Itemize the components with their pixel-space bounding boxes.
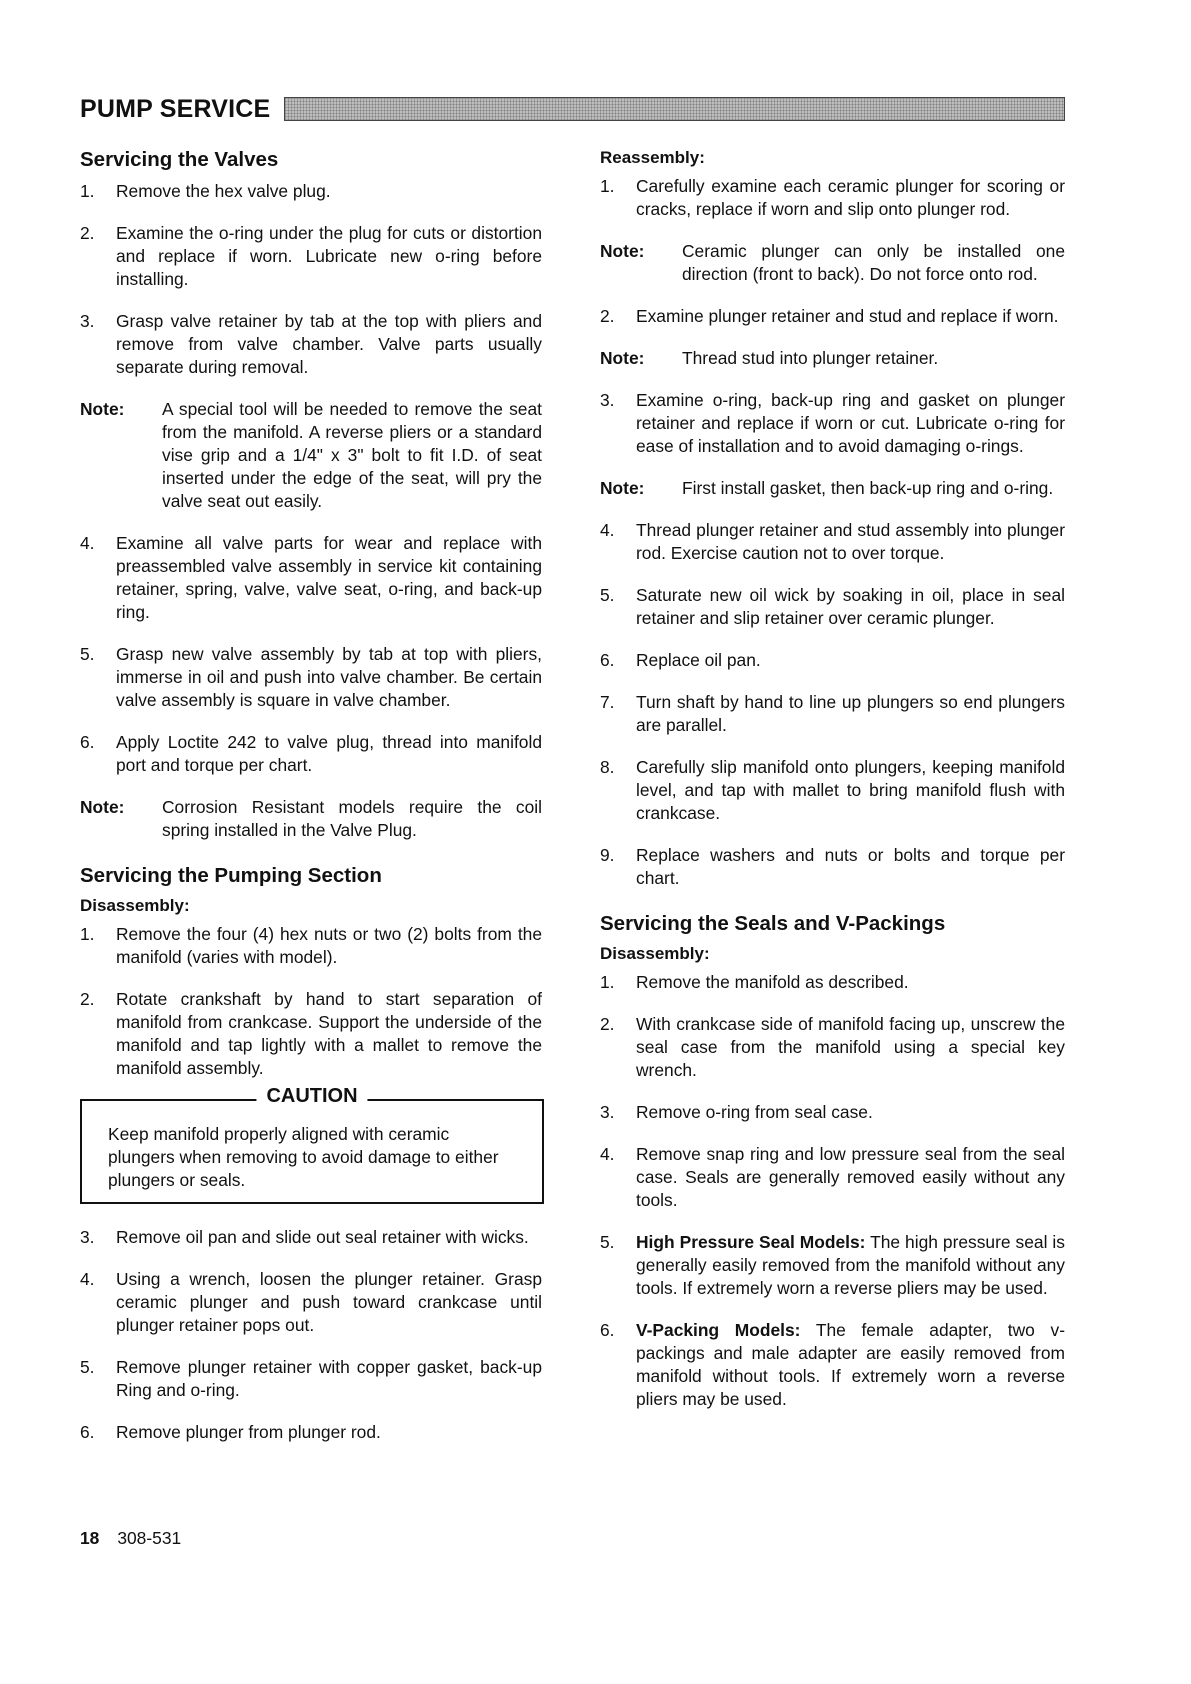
list-item: 4. Examine all valve parts for wear and replace with preassembled valve assembly in service kit containing retainer, spring, valve, valve seat, o-ring, and back-up ring. xyxy=(80,533,542,622)
list-item: 4. Using a wrench, loosen the plunger retainer. Grasp ceramic plunger and push toward crankcase until plunger retainer pops out. xyxy=(80,1269,542,1335)
page-number: 18 xyxy=(80,1528,100,1548)
list-item: 4. Remove snap ring and low pressure seal from the seal case. Seals are generally removed easily without any tools. xyxy=(600,1144,1065,1210)
list-item: 6. Apply Loctite 242 to valve plug, thread into manifold port and torque per chart. xyxy=(80,732,542,775)
list-item: 1. Remove the manifold as described. xyxy=(600,972,909,992)
section-title: PUMP SERVICE xyxy=(80,94,271,123)
list-item: 6. Remove plunger from plunger rod. xyxy=(80,1422,381,1442)
list-item: 3. Examine o-ring, back-up ring and gasket on plunger retainer and replace if worn or cut. Lubricate o-ring for ease of installation and to avoid damaging o-rings. xyxy=(600,390,1065,456)
list-item: 6. Replace oil pan. xyxy=(600,650,761,670)
list-item: 4. Thread plunger retainer and stud assembly into plunger rod. Exercise caution not to over torque. xyxy=(600,520,1065,563)
list-item: 1. Remove the four (4) hex nuts or two (2) bolts from the manifold (varies with model). xyxy=(80,924,542,967)
list-item: 5. High Pressure Seal Models: The high pressure seal is generally easily removed from the manifold without any tools. If extremely worn a reverse pliers may be used. xyxy=(600,1232,1065,1298)
list-item: 2. With crankcase side of manifold facing up, unscrew the seal case from the manifold using a special key wrench. xyxy=(600,1014,1065,1080)
list-item: 8. Carefully slip manifold onto plungers, keeping manifold level, and tap with mallet to bring manifold flush with crankcase. xyxy=(600,757,1065,823)
caution-text: Keep manifold properly aligned with ceramic plungers when removing to avoid damage to either plungers or seals. xyxy=(108,1124,499,1190)
note: Note: Ceramic plunger can only be installed one direction (front to back). Do not force onto rod. xyxy=(600,241,1065,284)
note: Note: Thread stud into plunger retainer. xyxy=(600,348,939,368)
list-item: 6. V-Packing Models: The female adapter, two v-packings and male adapter are easily removed from manifold without tools. If extremely worn a reverse pliers may be used. xyxy=(600,1320,1065,1409)
pumping-disassembly-subheading: Disassembly: xyxy=(80,896,190,915)
reassembly-subheading: Reassembly: xyxy=(600,148,705,167)
list-item: 2. Examine plunger retainer and stud and replace if worn. xyxy=(600,306,1059,326)
list-item: 5. Grasp new valve assembly by tab at top with pliers, immerse in oil and push into valve chamber. Be certain valve assembly is square in valve chamber. xyxy=(80,644,542,710)
seals-heading: Servicing the Seals and V-Packings xyxy=(600,912,946,935)
section-header xyxy=(80,92,1065,126)
list-item: 5. Remove plunger retainer with copper gasket, back-up Ring and o-ring. xyxy=(80,1357,542,1400)
note: Note: A special tool will be needed to remove the seat from the manifold. A reverse pliers or a standard vise grip and a 1/4" x 3" bolt to fit I.D. of seat inserted under the edge of the seat, will pry the valve seat out easily. xyxy=(80,399,542,511)
pumping-heading: Servicing the Pumping Section xyxy=(80,864,382,887)
list-item: 3. Grasp valve retainer by tab at the top with pliers and remove from valve chamber. Valve parts usually separate during removal. xyxy=(80,311,542,377)
note: Note: Corrosion Resistant models require the coil spring installed in the Valve Plug. xyxy=(80,797,542,840)
right-column xyxy=(600,148,1065,1430)
document-number: 308-531 xyxy=(117,1528,182,1548)
list-item: 2. Rotate crankshaft by hand to start separation of manifold from crankcase. Support the underside of the manifold and tap lightly with a mallet to remove the manifold assembly. xyxy=(80,989,542,1078)
list-item: 3. Remove oil pan and slide out seal retainer with wicks. xyxy=(80,1227,529,1247)
list-item: 5. Saturate new oil wick by soaking in oil, place in seal retainer and slip retainer over ceramic plunger. xyxy=(600,585,1065,628)
list-item: 3. Remove o-ring from seal case. xyxy=(600,1102,873,1122)
list-item: 7. Turn shaft by hand to line up plungers so end plungers are parallel. xyxy=(600,692,1065,735)
caution-title: CAUTION xyxy=(256,1085,367,1108)
list-item: 1. Remove the hex valve plug. xyxy=(80,181,331,201)
caution-box xyxy=(80,1085,544,1204)
left-column xyxy=(80,148,542,1463)
header-shaded-bar xyxy=(284,97,1065,121)
seals-disassembly-subheading: Disassembly: xyxy=(600,944,710,963)
valves-heading: Servicing the Valves xyxy=(80,148,279,171)
note: Note: First install gasket, then back-up ring and o-ring. xyxy=(600,478,1054,498)
page-footer xyxy=(80,1528,181,1549)
list-item: 1. Carefully examine each ceramic plunger for scoring or cracks, replace if worn and slip onto plunger rod. xyxy=(600,176,1065,219)
list-item: 2. Examine the o-ring under the plug for cuts or distortion and replace if worn. Lubricate new o-ring before installing. xyxy=(80,223,542,289)
list-item: 9. Replace washers and nuts or bolts and torque per chart. xyxy=(600,845,1065,888)
